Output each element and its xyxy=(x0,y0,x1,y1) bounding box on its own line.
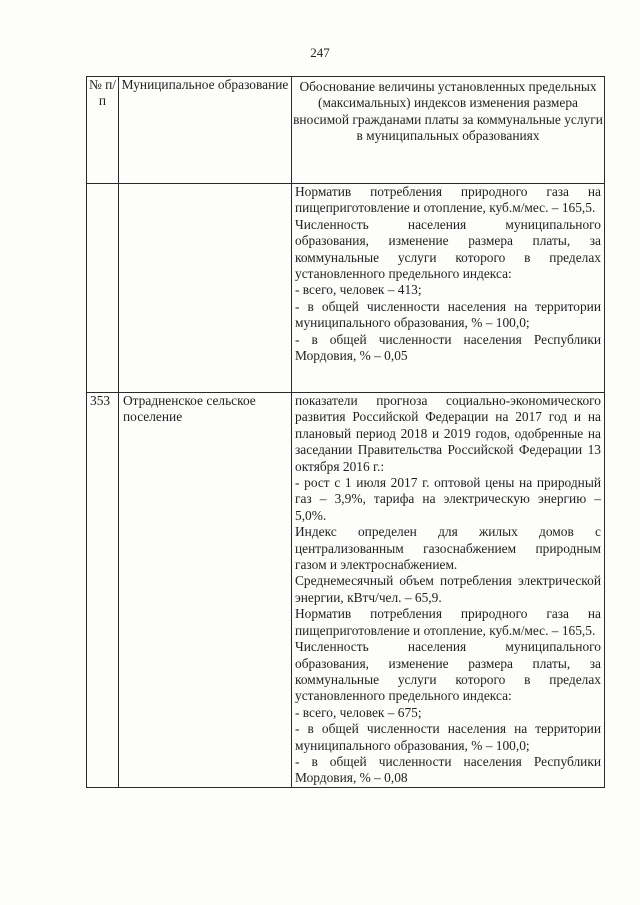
justification-paragraph: Численность населения муниципального образования, изменение размера платы, за коммунальные услуги которого в пределах установленного предельного индекса: xyxy=(295,216,601,282)
justification-paragraph: - в общей численности населения на территории муниципального образования, % – 100,0; xyxy=(295,298,601,331)
row-justification xyxy=(292,393,605,788)
justification-paragraph: - всего, человек – 413; xyxy=(295,282,422,298)
page-number: 247 xyxy=(310,45,330,60)
row-number: 353 xyxy=(87,393,119,788)
row-justification xyxy=(292,184,605,393)
row-number xyxy=(87,184,119,393)
header-justification: Обоснование величины установленных предельных (максимальных) индексов изменения размера вносимой гражданами платы за коммунальные услуги в муниципальных образованиях xyxy=(292,77,605,184)
row-municipality xyxy=(119,184,292,393)
table-header-row xyxy=(87,77,605,184)
header-number: № п/п xyxy=(87,77,119,184)
justification-paragraph: Среднемесячный объем потребления электрической энергии, кВтч/чел. – 65,9. xyxy=(295,573,601,605)
justification-paragraph: Норматив потребления природного газа на пищеприготовление и отопление, куб.м/мес. – 165,5. xyxy=(295,606,601,638)
table-row xyxy=(87,393,605,788)
justification-paragraph: Норматив потребления природного газа на пищеприготовление и отопление, куб.м/мес. – 165,5. xyxy=(295,184,601,216)
indices-table xyxy=(86,76,605,788)
header-municipality: Муниципальное образование xyxy=(119,77,292,184)
justification-paragraph: - всего, человек – 675; xyxy=(295,704,422,720)
justification-paragraph: - в общей численности населения Республики Мордовия, % – 0,08 xyxy=(295,753,601,786)
justification-paragraph: Индекс определен для жилых домов с централизованным газоснабжением природным газом и электроснабжением. xyxy=(295,524,601,573)
row-municipality: Отрадненское сельское поселение xyxy=(119,393,292,788)
justification-paragraph: - в общей численности населения Республики Мордовия, % – 0,05 xyxy=(295,331,601,364)
justification-paragraph: - рост с 1 июля 2017 г. оптовой цены на природный газ – 3,9%, тарифа на электрическую энергию – 5,0%. xyxy=(295,475,601,523)
justification-paragraph: - в общей численности населения на территории муниципального образования, % – 100,0; xyxy=(295,721,601,753)
justification-paragraph: Численность населения муниципального образования, изменение размера платы, за коммунальные услуги которого в пределах установленного предельного индекса: xyxy=(295,639,601,704)
justification-paragraph: показатели прогноза социально-экономического развития Российской Федерации на 2017 год и на плановый период 2018 и 2019 годов, одобренные на заседании Правительства Российской Федерации 13 октября 2016 г.: xyxy=(295,393,601,474)
table-row xyxy=(87,184,605,393)
